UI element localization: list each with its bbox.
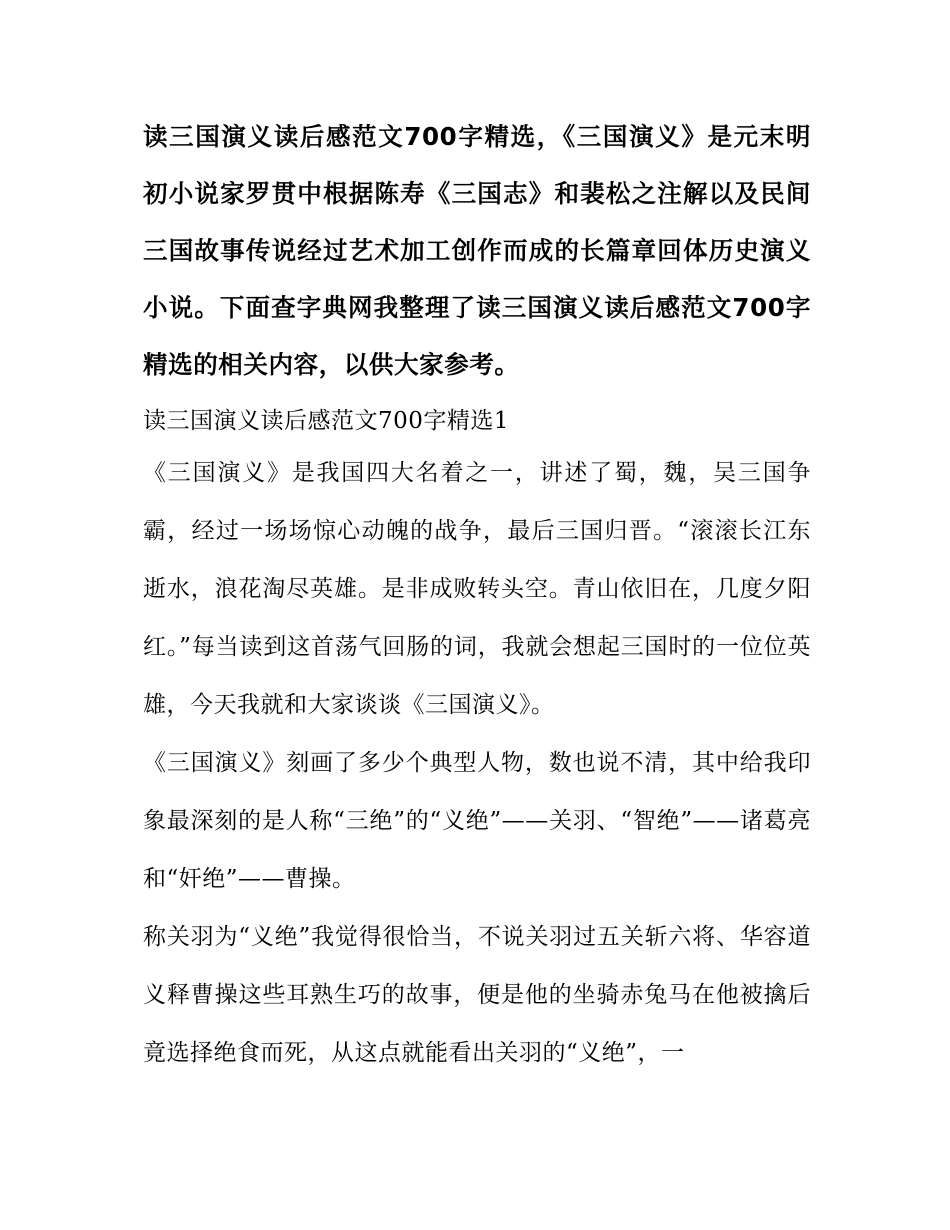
intro-paragraph: 读三国演义读后感范文700字精选，《三国演义》是元末明初小说家罗贯中根据陈寿《三国志》和裴松之注解以及民间三国故事传说经过艺术加工创作而成的长篇章回体历史演义小说。下面查字典网我整理了读三国演义读后感范文700字精选的相关内容，以供大家参考。 bbox=[143, 122, 811, 379]
section-title: 读三国演义读后感范文700字精选1 bbox=[143, 408, 510, 434]
document-page bbox=[143, 108, 811, 1082]
body-paragraph-1: 《三国演义》是我国四大名着之一，讲述了蜀，魏，吴三国争霸，经过一场场惊心动魄的战争，最后三国归晋。“滚滚长江东逝水，浪花淘尽英雄。是非成败转头空。青山依旧在，几度夕阳红。”每当读到这首荡气回肠的词，我就会想起三国时的一位位英雄，今天我就和大家谈谈《三国演义》。 bbox=[143, 460, 811, 718]
body-paragraph-2: 《三国演义》刻画了多少个典型人物，数也说不清，其中给我印象最深刻的是人称“三绝”的“义绝”——关羽、“智绝”——诸葛亮和“奸绝”——曹操。 bbox=[143, 750, 811, 892]
body-paragraph-3: 称关羽为“义绝”我觉得很恰当，不说关羽过五关斩六将、华容道义释曹操这些耳熟生巧的故事，便是他的坐骑赤兔马在他被擒后竟选择绝食而死，从这点就能看出关羽的“义绝”，一 bbox=[143, 924, 811, 1066]
